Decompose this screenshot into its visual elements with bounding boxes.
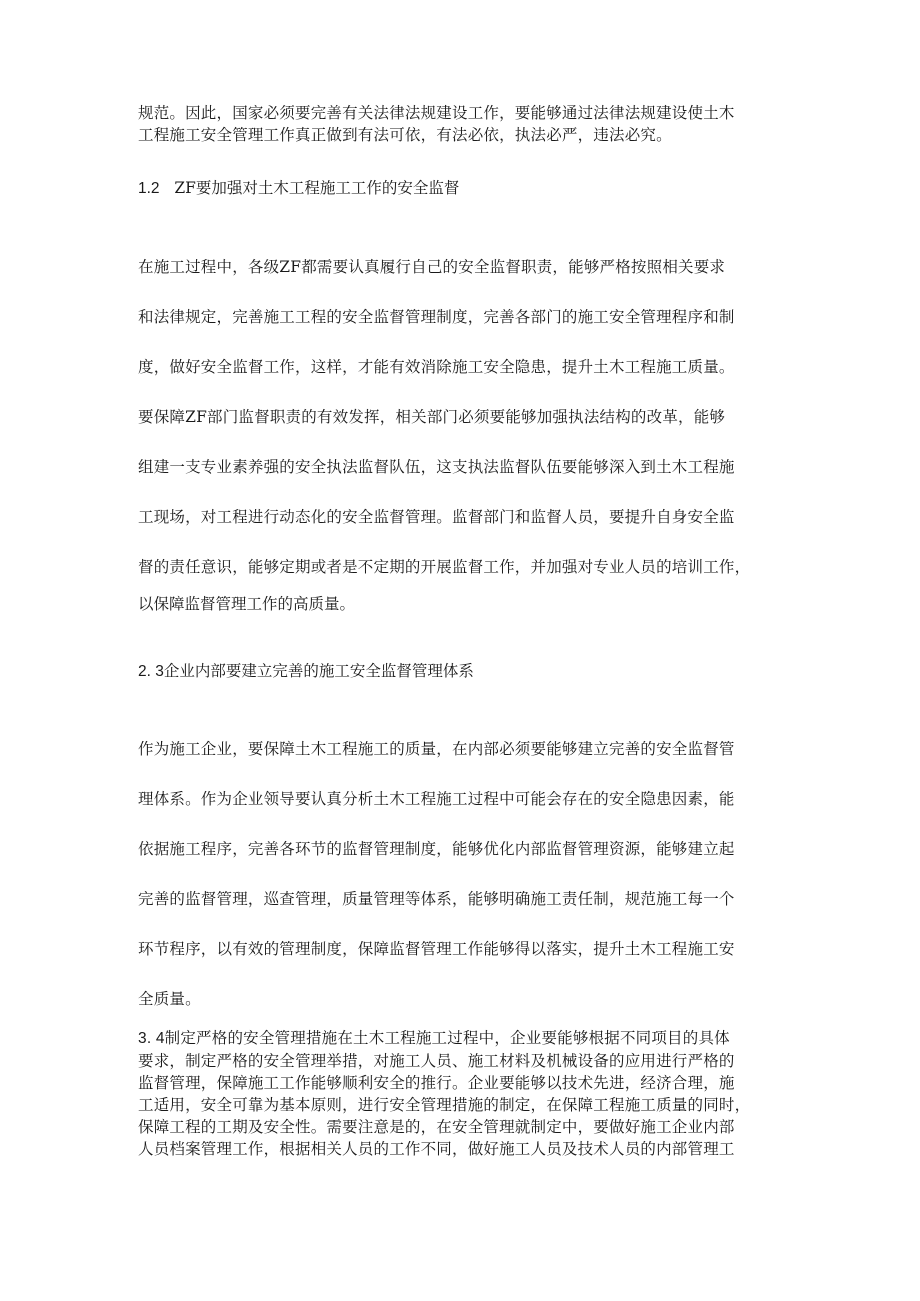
section-2-3-body [138,724,793,1024]
body-line: 人员档案管理工作，根据相关人员的工作不同，做好施工人员及技术人员的内部管理工 [138,1140,735,1158]
section-number: 3. 4 [138,1030,165,1047]
intro-line: 规范。因此，国家必须要完善有关法律法规建设工作，要能够通过法律法规建设使土木 [138,104,735,122]
body-line: 理体系。作为企业领导要认真分析土木工程施工过程中可能会存在的安全隐患因素，能 [138,790,735,808]
body-line: 作为施工企业，要保障土木工程施工的质量，在内部必须要能够建立完善的安全监督管 [138,740,735,758]
body-line: 环节程序，以有效的管理制度，保障监督管理工作能够得以落实，提升土木工程施工安 [138,940,735,958]
section-number: 1.2 [138,180,160,197]
body-line: 督的责任意识，能够定期或者是不定期的开展监督工作，并加强对专业人员的培训工作， [138,558,751,576]
body-line: 全质量。 [138,990,201,1008]
section-title: 企业内部要建立完善的施工安全监督管理体系 [163,662,474,680]
section-3-4-first-line: 制定严格的安全管理措施在土木工程施工过程中，企业要能够根据不同项目的具体 [164,1029,730,1047]
body-line: 要保障ZF部门监督职责的有效发挥，相关部门必须要能够加强执法结构的改革，能够 [138,408,726,426]
section-2-3-heading [138,660,474,683]
section-number: 2. 3 [138,663,164,680]
body-line: 完善的监督管理，巡查管理，质量管理等体系，能够明确施工责任制，规范施工每一个 [138,890,735,908]
body-line: 工适用，安全可靠为基本原则，进行安全管理措施的制定，在保障工程施工质量的同时， [138,1096,751,1114]
intro-paragraph [138,102,793,146]
section-1-2-last-line [138,593,355,615]
section-3-4-body [138,1027,793,1160]
body-line: 在施工过程中，各级ZF都需要认真履行自己的安全监督职责，能够严格按照相关要求 [138,258,726,276]
body-line: 和法律规定，完善施工工程的安全监督管理制度，完善各部门的施工安全管理程序和制 [138,308,735,326]
section-1-2-heading [138,177,459,200]
intro-line: 工程施工安全管理工作真正做到有法可依，有法必依，执法必严，违法必究。 [138,126,672,144]
section-title: ZF要加强对土木工程施工工作的安全监督 [174,179,460,197]
body-line: 工现场，对工程进行动态化的安全监督管理。监督部门和监督人员，要提升自身安全监 [138,508,735,526]
body-line: 依据施工程序，完善各环节的监督管理制度，能够优化内部监督管理资源，能够建立起 [138,840,735,858]
body-line: 保障工程的工期及安全性。需要注意是的，在安全管理就制定中，要做好施工企业内部 [138,1118,735,1136]
body-line: 以保障监督管理工作的高质量。 [138,595,356,613]
body-line: 监督管理，保障施工工作能够顺利安全的推行。企业要能够以技术先进，经济合理，施 [138,1074,735,1092]
section-1-2-body [138,242,793,592]
body-line: 度，做好安全监督工作，这样，才能有效消除施工安全隐患，提升土木工程施工质量。 [138,358,735,376]
body-line: 组建一支专业素养强的安全执法监督队伍，这支执法监督队伍要能够深入到土木工程施 [138,458,735,476]
body-line: 要求，制定严格的安全管理举措，对施工人员、施工材料及机械设备的应用进行严格的 [138,1052,735,1070]
body-line [138,1027,793,1050]
